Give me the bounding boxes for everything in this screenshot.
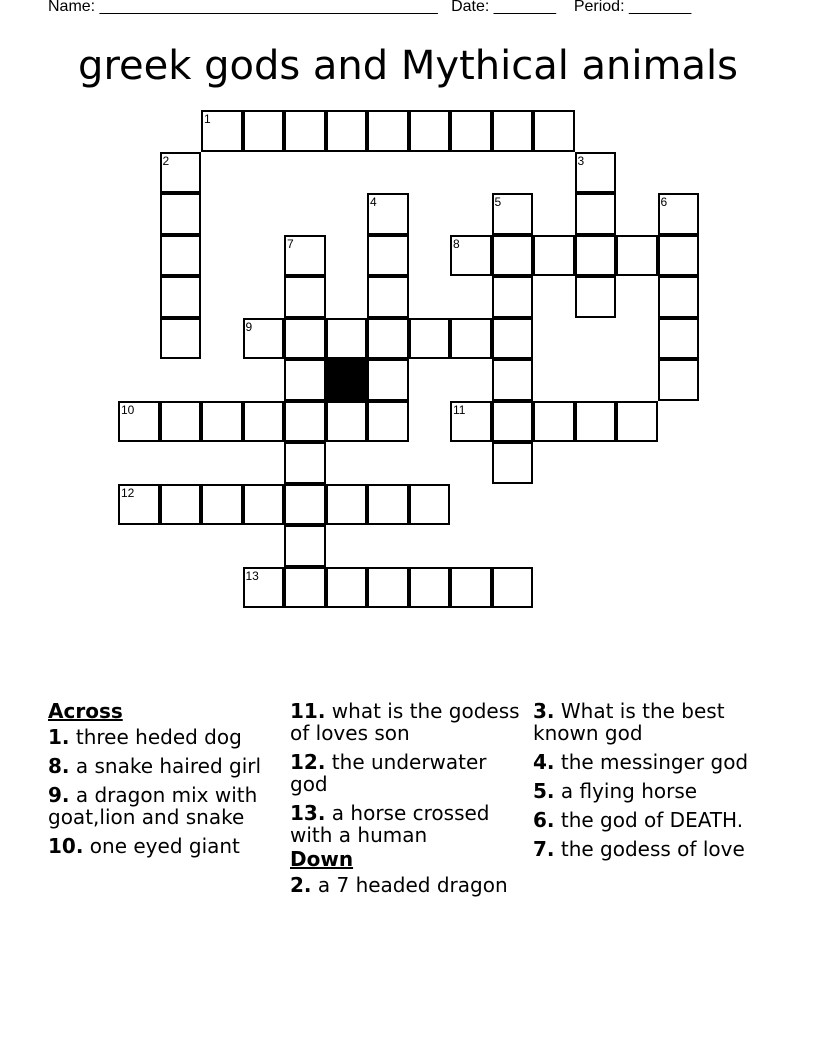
name-field[interactable]: Name: ______________________________________: [48, 0, 438, 15]
grid-cell[interactable]: [284, 442, 326, 484]
clue-number-label: 13: [245, 568, 259, 583]
clue-text: three heded dog: [75, 725, 242, 749]
grid-cell[interactable]: [367, 401, 409, 443]
grid-cell[interactable]: [450, 567, 492, 609]
clue-text: What is the best known god: [533, 699, 725, 745]
clue-number: 1.: [48, 725, 70, 749]
grid-cell[interactable]: [284, 567, 326, 609]
clue-number: 4.: [533, 750, 555, 774]
clue-down-2: [290, 874, 526, 896]
period-field[interactable]: Period: _______: [573, 0, 692, 15]
clue-down-7: [533, 838, 793, 860]
clue-number: 8.: [48, 754, 70, 778]
grid-cell[interactable]: [575, 235, 617, 277]
clue-number: 9.: [48, 783, 70, 807]
grid-cell[interactable]: [367, 484, 409, 526]
grid-cell[interactable]: [160, 235, 202, 277]
grid-cell[interactable]: [492, 359, 534, 401]
grid-cell[interactable]: [409, 567, 451, 609]
grid-cell[interactable]: [492, 318, 534, 360]
grid-cell[interactable]: [326, 567, 368, 609]
grid-cell[interactable]: [284, 401, 326, 443]
clue-number: 11.: [290, 699, 326, 723]
clue-number-label: 7: [287, 236, 294, 251]
grid-cell[interactable]: [658, 235, 700, 277]
grid-cell[interactable]: [492, 442, 534, 484]
grid-cell[interactable]: [492, 110, 534, 152]
grid-cell[interactable]: [160, 276, 202, 318]
grid-cell[interactable]: [658, 359, 700, 401]
grid-cell[interactable]: [284, 276, 326, 318]
grid-cell[interactable]: [284, 318, 326, 360]
grid-cell[interactable]: [616, 401, 658, 443]
clue-text: a dragon mix with goat,lion and snake: [48, 783, 258, 829]
grid-cell[interactable]: [243, 484, 285, 526]
grid-cell[interactable]: [367, 318, 409, 360]
black-square: [326, 359, 368, 401]
grid-cell[interactable]: [658, 318, 700, 360]
clue-text: the underwater god: [290, 750, 487, 796]
grid-cell[interactable]: [326, 401, 368, 443]
clue-across-9: [48, 784, 284, 828]
grid-cell[interactable]: [492, 276, 534, 318]
grid-cell[interactable]: [575, 401, 617, 443]
clue-across-11: [290, 700, 526, 744]
clue-text: what is the godess of loves son: [290, 699, 520, 745]
clue-number-label: 10: [121, 402, 135, 417]
date-field[interactable]: Date: _______: [451, 0, 557, 15]
grid-cell[interactable]: [284, 110, 326, 152]
grid-cell[interactable]: [575, 193, 617, 235]
grid-cell[interactable]: [367, 567, 409, 609]
grid-cell[interactable]: [533, 401, 575, 443]
grid-cell[interactable]: [367, 276, 409, 318]
clue-text: a 7 headed dragon: [317, 873, 508, 897]
clue-text: the godess of love: [560, 837, 745, 861]
clue-text: a flying horse: [560, 779, 698, 803]
clue-down-5: [533, 780, 793, 802]
grid-cell[interactable]: [284, 359, 326, 401]
clue-number: 2.: [290, 873, 312, 897]
grid-cell[interactable]: [409, 318, 451, 360]
clue-number-label: 2: [162, 153, 170, 168]
grid-cell[interactable]: [367, 235, 409, 277]
grid-cell[interactable]: [284, 525, 326, 567]
page-title: greek gods and Mythical animals: [78, 43, 738, 89]
grid-cell[interactable]: [160, 401, 202, 443]
grid-cell[interactable]: [492, 235, 534, 277]
clue-number-label: 9: [245, 319, 253, 334]
clue-number-label: 1: [204, 112, 211, 126]
clue-down-6: [533, 809, 793, 831]
clues-column-1: [48, 700, 284, 864]
clue-number: 7.: [533, 837, 555, 861]
grid-cell[interactable]: [533, 235, 575, 277]
grid-cell[interactable]: [367, 110, 409, 152]
grid-cell[interactable]: [160, 193, 202, 235]
across-heading: Across: [48, 699, 123, 723]
clue-number-label: 8: [453, 236, 460, 251]
clue-across-8: [48, 755, 284, 777]
grid-cell[interactable]: [492, 567, 534, 609]
down-heading: Down: [290, 847, 354, 871]
clue-across-10: [48, 835, 284, 857]
grid-cell[interactable]: [409, 110, 451, 152]
grid-cell[interactable]: [326, 318, 368, 360]
clue-number: 5.: [533, 779, 555, 803]
grid-cell[interactable]: [658, 276, 700, 318]
clues-column-3: [533, 700, 793, 867]
clue-across-12: [290, 751, 526, 795]
grid-cell[interactable]: [616, 235, 658, 277]
clue-text: the god of DEATH.: [560, 808, 744, 832]
grid-cell[interactable]: [450, 318, 492, 360]
grid-cell[interactable]: [450, 110, 492, 152]
clue-number-label: 5: [494, 195, 502, 209]
grid-cell[interactable]: [492, 401, 534, 443]
clue-across-1: [48, 726, 284, 748]
clue-text: one eyed giant: [89, 834, 240, 858]
clue-number: 6.: [533, 808, 555, 832]
clue-number-label: 11: [453, 402, 466, 417]
grid-cell[interactable]: [409, 484, 451, 526]
grid-cell[interactable]: [201, 484, 243, 526]
clue-across-13: [290, 802, 526, 846]
clue-number-label: 3: [577, 153, 585, 168]
grid-cell[interactable]: [160, 318, 202, 360]
clues-column-2: [290, 700, 526, 903]
clue-number-label: 12: [121, 485, 135, 500]
grid-cell[interactable]: [201, 401, 243, 443]
clue-text: a snake haired girl: [75, 754, 262, 778]
clue-text: the messinger god: [560, 750, 749, 774]
grid-cell[interactable]: [367, 359, 409, 401]
clue-number: 13.: [290, 801, 326, 825]
clue-number: 12.: [290, 750, 326, 774]
clue-number: 10.: [48, 834, 84, 858]
clue-down-3: [533, 700, 793, 744]
clue-number: 3.: [533, 699, 555, 723]
grid-cell[interactable]: [160, 484, 202, 526]
grid-cell[interactable]: [243, 110, 285, 152]
grid-cell[interactable]: [533, 110, 575, 152]
clue-number-label: 4: [370, 195, 377, 209]
grid-cell[interactable]: [284, 484, 326, 526]
clue-text: a horse crossed with a human: [290, 801, 490, 847]
clue-down-4: [533, 751, 793, 773]
clue-number-label: 6: [660, 195, 668, 209]
grid-cell[interactable]: [326, 484, 368, 526]
grid-cell[interactable]: [243, 401, 285, 443]
grid-cell[interactable]: [326, 110, 368, 152]
grid-cell[interactable]: [575, 276, 617, 318]
